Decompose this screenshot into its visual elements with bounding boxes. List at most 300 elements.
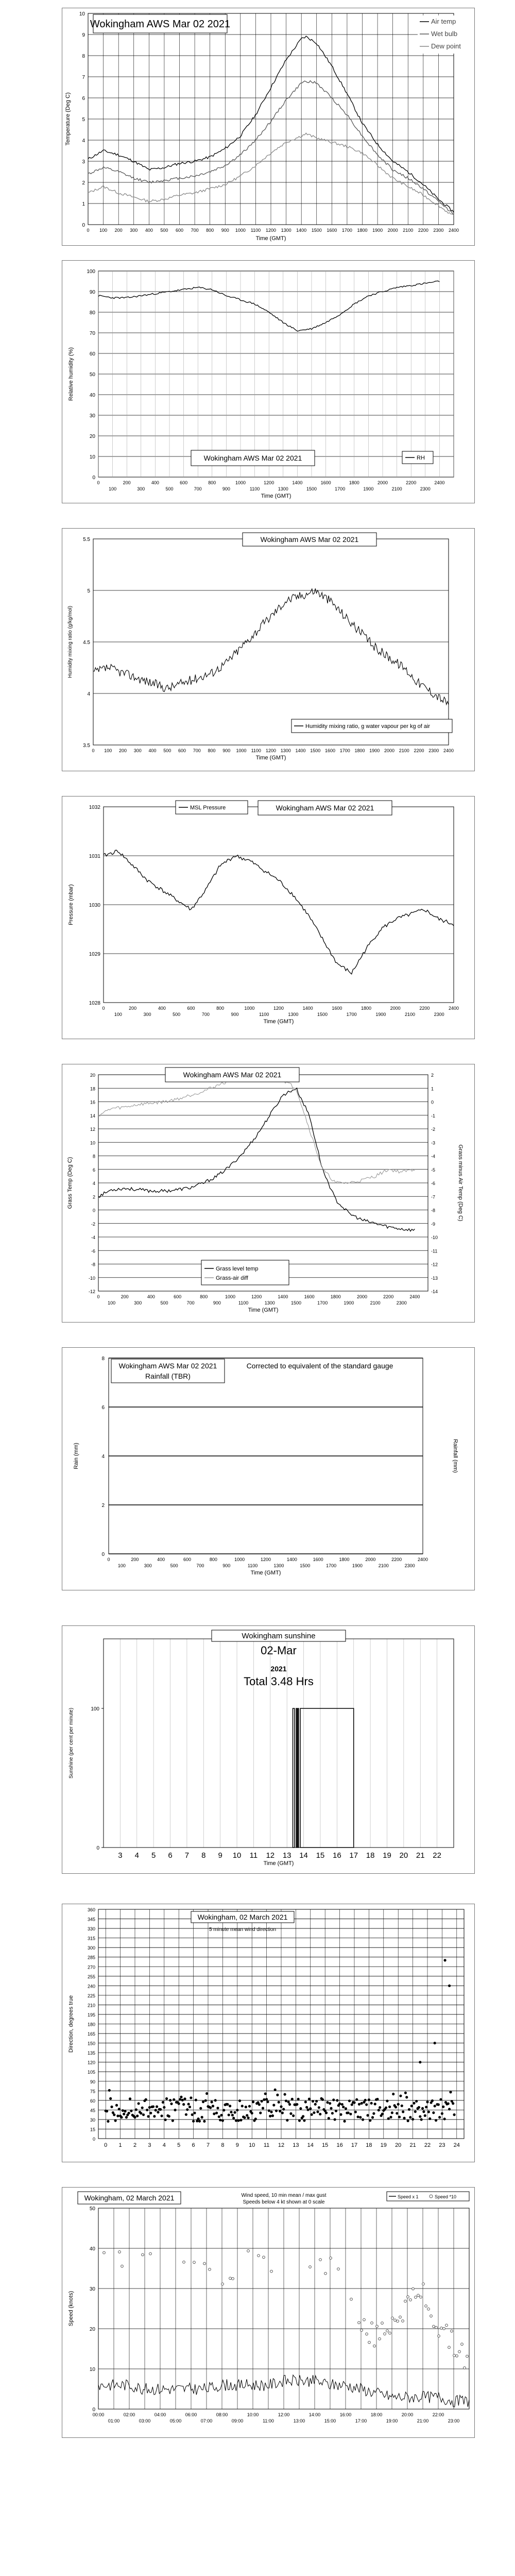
gust-point [337,2268,340,2270]
direction-point [387,2117,390,2120]
x-axis-tick-label: 9 [218,1851,222,1860]
gust-point [404,2300,407,2302]
y-axis-tick-label: 14 [90,1113,95,1118]
direction-point [425,2106,427,2108]
y-axis-tick-label: 30 [89,2286,95,2292]
x-axis-tick-label: 14 [299,1851,308,1860]
x-axis-tick-label: 2200 [406,480,417,485]
y-axis-tick-label: 3.5 [83,743,90,749]
wind-speed-chart [62,2188,474,2437]
y-axis-tick-label: 1029 [89,952,100,957]
y-axis-tick-label: 50 [89,372,95,378]
x-axis-tick-label: 1700 [341,228,352,233]
direction-point [302,2115,304,2117]
direction-point [164,2119,167,2121]
x-axis-tick-label: 0 [102,1006,105,1011]
x-axis-tick-label: 1900 [363,486,374,492]
gust-point [417,2294,420,2297]
direction-point [108,2089,111,2092]
x-axis-tick-label: 17 [351,2142,358,2148]
gust-point [409,2299,412,2301]
x-axis-tick-label: 1300 [280,748,291,753]
direction-point [195,2098,197,2101]
direction-point [410,2105,413,2107]
direction-point [437,2103,440,2106]
gust-point [324,2272,327,2275]
direction-point [145,2098,147,2101]
direction-point [392,2093,394,2095]
x-axis-tick-label: 1700 [335,486,346,492]
chart-title: Wokingham AWS Mar 02 2021 [118,1362,217,1370]
y2-axis-tick-label: -2 [431,1127,436,1132]
y-axis-tick-label: 210 [87,2003,95,2008]
x-axis-tick-label: 700 [191,228,199,233]
direction-point [198,2120,201,2123]
direction-point [319,2113,321,2115]
x-axis-tick-label: 22 [433,1851,441,1860]
direction-point [403,2117,405,2120]
gust-point [386,2330,389,2332]
gust-point [319,2259,322,2261]
x-axis-tick-label: 700 [196,1563,204,1568]
x-axis-tick-label: 2000 [377,480,388,485]
direction-point [336,2099,338,2102]
x-axis-tick-label: 15 [316,1851,325,1860]
x-axis-tick-label: 2200 [391,1557,402,1562]
x-axis-tick-label: 02:00 [123,2412,135,2417]
y-axis-tick-label: 315 [87,1936,95,1941]
y-axis-tick-label: 90 [90,2079,95,2084]
direction-point [153,2115,156,2117]
pressure-panel [62,796,475,1039]
direction-point [366,2114,369,2116]
gust-point [358,2321,360,2324]
direction-point [247,2116,250,2119]
legend-label: Dew point [431,42,461,50]
x-axis-tick-label: 100 [104,748,112,753]
legend-label: Speed *10 [435,2194,457,2199]
x-axis-tick-label: 19 [380,2142,387,2148]
direction-point [193,2112,196,2114]
y-axis-tick-label: 10 [79,11,85,17]
x-axis-tick-label: 2300 [420,486,431,492]
gust-point [466,2355,469,2358]
y-axis-tick-label: 120 [87,2060,95,2065]
gust-point [263,2256,265,2259]
direction-point [118,2108,121,2110]
gust-point [381,2322,384,2325]
x-axis-tick-label: 800 [200,1294,208,1299]
gust-point [425,2304,427,2307]
gust-point [391,2317,394,2319]
direction-point [268,2109,270,2112]
gust-point [415,2296,417,2299]
x-axis-tick-label: 1500 [310,748,321,753]
humidity-chart [62,261,474,503]
direction-point [439,2098,442,2100]
x-axis-tick-label: 11 [263,2142,270,2148]
y-axis-tick-label: 4 [87,691,90,697]
direction-point [203,2120,205,2123]
direction-point [396,2112,398,2114]
y-axis-tick-label: 4 [101,1454,105,1460]
y2-axis-tick-label: -3 [431,1140,436,1146]
gust-point [209,2268,211,2270]
y-axis-tick-label: 45 [90,2108,95,2113]
x-axis-tick-label: 1800 [349,480,359,485]
x-axis-tick-label: 2300 [434,1012,444,1017]
x-axis-tick-label: 900 [231,1012,239,1017]
y-axis-tick-label: 1 [82,201,85,207]
direction-point [113,2113,115,2116]
gust-point [453,2354,456,2357]
direction-point [335,2110,337,2112]
series-line-pressure [104,850,454,974]
direction-point [185,2113,187,2116]
direction-point [171,2120,174,2122]
direction-point [420,2118,423,2121]
direction-point [264,2092,267,2095]
x-axis-tick-label: 500 [163,748,171,753]
direction-point [414,2110,417,2113]
x-axis-tick-label: 07:00 [200,2418,213,2424]
x-axis-tick-label: 2200 [419,1006,430,1011]
direction-point [179,2098,181,2100]
gust-point [397,2320,399,2323]
x-axis-tick-label: 11 [249,1851,258,1860]
direction-point [330,2107,332,2110]
gust-point [399,2316,402,2318]
y-axis-tick-label: 9 [82,32,85,38]
x-axis-tick-label: 1200 [265,748,277,753]
direction-point [309,2107,312,2110]
y-axis-tick-label: 5 [82,117,85,123]
x-axis-tick-label: 1200 [251,1294,262,1299]
direction-point [348,2099,351,2102]
gust-point [183,2261,185,2263]
x-axis-tick-label: 400 [145,228,153,233]
direction-point [180,2096,182,2098]
x-axis-tick-label: 1000 [225,1294,236,1299]
x-axis-tick-label: 700 [193,748,201,753]
x-axis-title: Time (GMT) [248,1307,279,1313]
y-axis-tick-label: -10 [88,1275,95,1281]
direction-point [136,2114,139,2117]
x-axis-tick-label: 0 [87,228,90,233]
direction-point [212,2105,214,2107]
direction-point [391,2111,393,2114]
x-axis-tick-label: 2300 [396,1300,407,1306]
direction-point [452,2102,454,2105]
x-axis-tick-label: 20 [395,2142,402,2148]
gust-point [309,2266,312,2268]
x-axis-tick-label: 05:00 [169,2418,182,2424]
sunshine-bar [298,1708,299,1848]
x-axis-tick-label: 1000 [235,228,246,233]
direction-point [163,2106,165,2109]
x-axis-tick-label: 1300 [273,1563,284,1568]
x-axis-tick-label: 1500 [300,1563,311,1568]
x-axis-tick-label: 800 [209,1557,217,1562]
x-axis-tick-label: 2400 [417,1557,428,1562]
direction-point [159,2108,162,2111]
y2-axis-title: Grass minus Air Temp (Deg C) [457,1144,464,1222]
y-axis-tick-label: 165 [87,2031,95,2037]
pressure-chart [62,796,474,1039]
direction-point [199,2107,202,2110]
x-axis-tick-label: 2 [133,2142,137,2148]
y-axis-tick-label: 240 [87,1984,95,1989]
x-axis-tick-label: 8 [201,1851,206,1860]
chart-title: Wokingham AWS Mar 02 2021 [90,19,231,30]
x-axis-tick-label: 1000 [236,748,247,753]
direction-point [328,2117,330,2120]
x-axis-tick-label: 600 [178,748,186,753]
x-axis-tick-label: 1400 [278,1294,288,1299]
x-axis-tick-label: 2100 [404,1012,416,1017]
gust-point [435,2326,438,2329]
wind-speed-panel [62,2187,475,2438]
direction-point [419,2115,421,2118]
direction-point [421,2107,424,2110]
direction-point [428,2117,431,2120]
direction-point [326,2101,329,2104]
direction-point [379,2106,381,2109]
x-axis-tick-label: 1300 [278,486,288,492]
direction-point [107,2120,109,2123]
direction-point [292,2114,295,2117]
x-axis-tick-label: 1700 [339,748,350,753]
direction-point [211,2100,213,2103]
gust-point [373,2345,376,2347]
x-axis-tick-label: 1400 [296,228,307,233]
direction-point [359,2116,362,2119]
gust-point [402,2320,404,2323]
chart-title: Wokingham AWS Mar 02 2021 [276,803,374,812]
direction-point [165,2097,168,2100]
direction-point [174,2109,177,2111]
direction-point [415,2100,418,2103]
x-axis-tick-label: 15:00 [324,2418,336,2424]
direction-point [251,2112,253,2114]
y-axis-tick-label: 0 [101,1552,105,1557]
direction-point [146,2109,148,2111]
x-axis-tick-label: 1900 [344,1300,354,1306]
y-axis-tick-label: 8 [92,1154,95,1159]
chart-title: Wokingham AWS Mar 02 2021 [203,453,302,462]
direction-point [122,2109,124,2112]
y-axis-tick-label: 75 [90,2089,95,2094]
y-axis-tick-label: -12 [88,1289,95,1294]
gust-point [360,2329,363,2332]
y-axis-tick-label: 195 [87,2012,95,2018]
direction-point [426,2100,428,2103]
x-axis-tick-label: 1100 [251,748,261,753]
y-axis-tick-label: 16 [90,1099,95,1105]
direction-point [343,2120,346,2123]
direction-point [288,2103,291,2106]
direction-point [263,2098,265,2101]
x-axis-tick-label: 14:00 [308,2412,321,2417]
x-axis-tick-label: 800 [216,1006,225,1011]
direction-point [270,2111,272,2113]
x-axis-tick-label: 18:00 [370,2412,383,2417]
y-axis-tick-label: 2 [101,1503,105,1509]
x-axis-tick-label: 1400 [295,748,306,753]
direction-point [303,2119,305,2122]
direction-point [182,2103,185,2106]
y-axis-tick-label: 270 [87,1964,95,1970]
x-axis-tick-label: 1500 [311,228,322,233]
x-axis-tick-label: 900 [222,748,231,753]
direction-point [407,2120,409,2122]
x-axis-tick-label: 2000 [384,748,395,753]
x-axis-tick-label: 1600 [327,228,337,233]
x-axis-tick-label: 6 [192,2142,195,2148]
y-axis-tick-label: 1031 [89,854,100,859]
chart-note: Corrected to equivalent of the standard gauge [246,1362,393,1370]
direction-point [372,2112,375,2115]
x-axis-tick-label: 2200 [383,1294,394,1299]
direction-point [266,2100,269,2103]
x-axis-tick-label: 1400 [302,1006,313,1011]
direction-point [269,2115,271,2117]
direction-point [419,2061,421,2063]
y-axis-tick-label: 20 [90,1073,95,1078]
x-axis-tick-label: 800 [208,480,216,485]
direction-point [218,2115,220,2118]
gust-point [394,2319,397,2321]
chart-subtitle-2: Speeds below 4 kt shown at 0 scale [243,2199,325,2205]
y2-axis-tick-label: 1 [431,1086,434,1092]
gust-point [368,2341,371,2344]
direction-point [434,2042,436,2044]
direction-point [386,2099,388,2102]
direction-point [168,2115,170,2117]
direction-point [280,2105,282,2108]
x-axis-tick-label: 300 [130,228,138,233]
y-axis-tick-label: 135 [87,2050,95,2056]
direction-point [362,2119,364,2121]
direction-point [442,2106,444,2108]
y-axis-title: Relative humidity (%) [68,347,74,401]
direction-point [287,2100,290,2103]
chart-subtitle: Rainfall (TBR) [145,1372,191,1380]
x-axis-tick-label: 0 [92,748,95,753]
direction-point [349,2113,352,2115]
direction-point [197,2117,199,2120]
y2-axis-tick-label: -12 [431,1262,438,1267]
direction-point [190,2096,192,2099]
direction-point [334,2118,336,2121]
x-axis-tick-label: 1500 [306,486,317,492]
y-axis-tick-label: 300 [87,1945,95,1951]
direction-point [422,2110,425,2113]
direction-point [135,2108,138,2111]
direction-point [297,2098,300,2100]
x-axis-tick-label: 2400 [434,480,445,485]
y-axis-tick-label: 10 [89,2367,95,2372]
y-axis-tick-label: -6 [91,1248,95,1254]
x-axis-tick-label: 1100 [259,1012,269,1017]
y-axis-tick-label: 5.5 [83,537,90,543]
y-axis-tick-label: 3 [82,159,85,165]
x-axis-tick-label: 2000 [365,1557,376,1562]
x-axis-tick-label: 18 [366,2142,372,2148]
direction-point [374,2103,376,2105]
direction-point [434,2105,436,2107]
y-axis-tick-label: 4.5 [83,640,90,646]
direction-point [120,2116,123,2119]
y-axis-tick-label: 1032 [89,805,100,810]
direction-point [272,2104,275,2106]
x-axis-tick-label: 6 [168,1851,173,1860]
x-axis-tick-label: 1600 [332,1006,342,1011]
y-axis-tick-label: 225 [87,1993,95,1998]
x-axis-tick-label: 23:00 [448,2418,460,2424]
direction-point [449,2091,452,2093]
x-axis-tick-label: 600 [187,1006,195,1011]
y-axis-tick-label: 0 [92,2137,95,2142]
direction-point [286,2119,288,2122]
x-axis-tick-label: 1100 [238,1300,249,1306]
x-axis-tick-label: 10:00 [247,2412,259,2417]
direction-point [133,2116,136,2119]
y-axis-tick-label: 0 [92,1208,95,1213]
y-axis-tick-label: 150 [87,2041,95,2046]
x-axis-tick-label: 1200 [265,228,277,233]
y-axis-tick-label: 90 [89,290,95,295]
direction-point [354,2111,357,2113]
rainfall-chart [62,1348,474,1590]
x-axis-tick-label: 1900 [372,228,383,233]
direction-point [235,2119,237,2122]
direction-point [192,2120,195,2123]
y-axis-tick-label: 0 [92,2407,95,2413]
y-axis-tick-label: 330 [87,1926,95,1932]
x-axis-tick-label: 500 [173,1012,181,1017]
direction-point [296,2103,298,2106]
x-axis-tick-label: 900 [221,228,229,233]
x-axis-tick-label: 9 [235,2142,239,2148]
y-axis-tick-label: 6 [101,1405,105,1411]
x-axis-tick-label: 0 [97,480,100,485]
x-axis-tick-label: 00:00 [92,2412,105,2417]
x-axis-tick-label: 2400 [409,1294,420,1299]
direction-point [156,2105,158,2108]
direction-point [321,2098,324,2101]
x-axis-tick-label: 500 [160,228,168,233]
direction-point [152,2105,154,2108]
gust-point [379,2337,381,2340]
legend-label: Grass level temp [216,1266,259,1272]
direction-point [181,2099,184,2102]
gust-point [118,2251,121,2253]
direction-point [351,2103,353,2106]
x-axis-tick-label: 14 [307,2142,314,2148]
x-axis-tick-label: 100 [117,1563,126,1568]
direction-point [281,2112,284,2114]
x-axis-tick-label: 10 [232,1851,242,1860]
gust-point [229,2277,232,2280]
gust-point [142,2253,144,2256]
direction-point [435,2119,437,2122]
direction-point [355,2098,358,2101]
x-axis-tick-label: 1400 [292,480,303,485]
chart-date: 02-Mar [261,1644,297,1657]
x-axis-tick-label: 24 [453,2142,460,2148]
direction-point [209,2106,212,2109]
